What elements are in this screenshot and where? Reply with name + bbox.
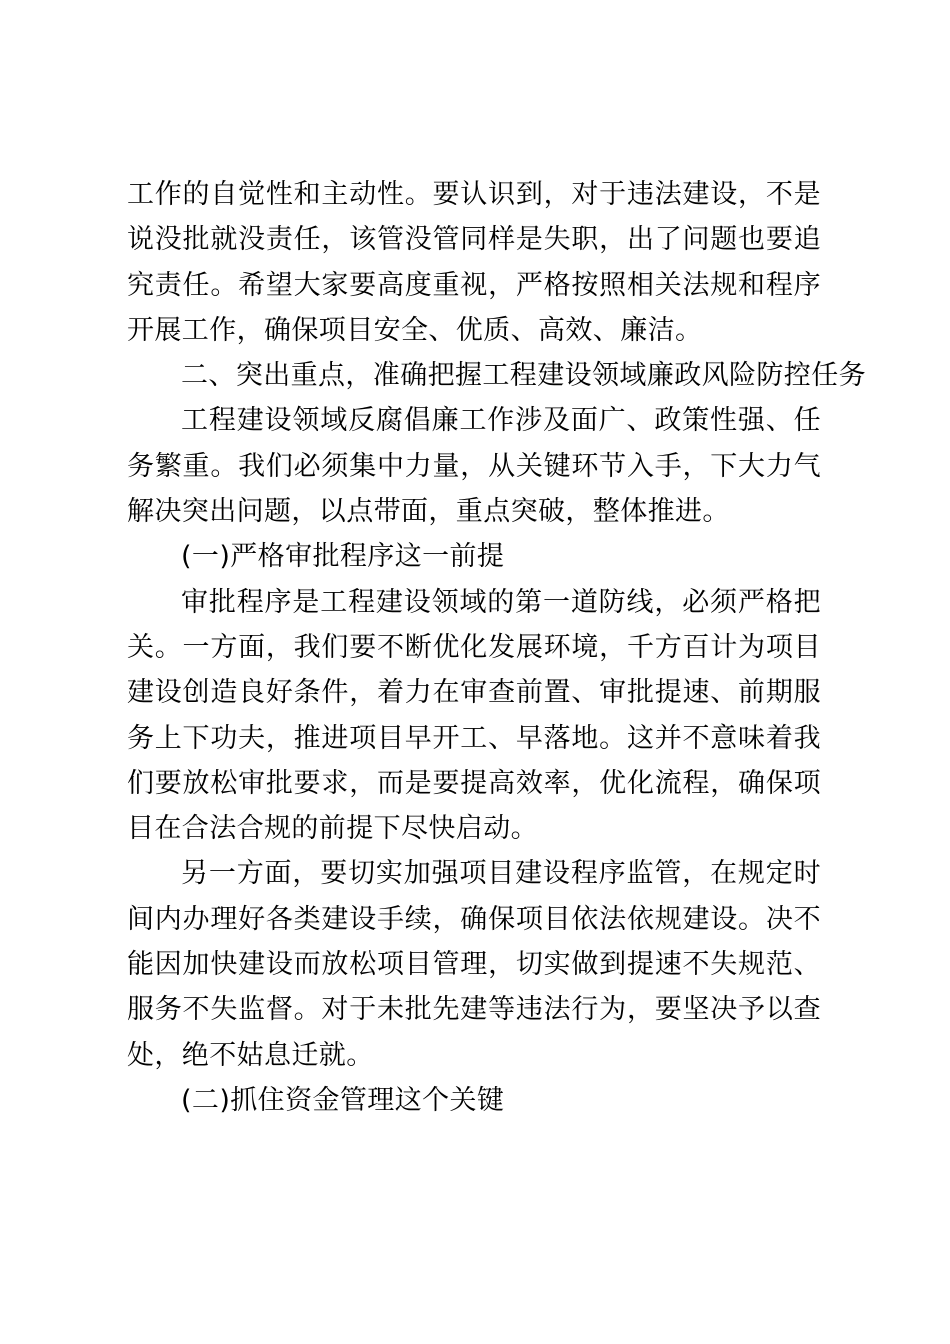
paragraph-approval: 审批程序是工程建设领域的第一道防线，必须严格把关。一方面，我们要不断优化发展环境，千方百计为项目建设创造良好条件，着力在审查前置、审批提速、前期服务上下功夫，推进项目早开工、早落地。这并不意味着我们要放松审批要求，而是要提高效率，优化流程，确保项目在合法合规的前提下尽快启动。 [127,586,821,845]
paragraph-intro: 工程建设领域反腐倡廉工作涉及面广、政策性强、任务繁重。我们必须集中力量，从关键环节入手，下大力气解决突出问题，以点带面，重点突破，整体推进。 [127,405,821,528]
paragraph-continuation: 工作的自觉性和主动性。要认识到，对于违法建设，不是说没批就没责任，该管没管同样是失职，出了问题也要追究责任。希望大家要高度重视，严格按照相关法规和程序开展工作，确保项目安全、优质、高效、廉洁。 [127,179,821,346]
paragraph-supervision: 另一方面，要切实加强项目建设程序监管，在规定时间内办理好各类建设手续，确保项目依法依规建设。决不能因加快建设而放松项目管理，切实做到提速不失规范、服务不失监督。对于未批先建等违法行为，要坚决予以查处，绝不姑息迁就。 [127,858,821,1071]
section-heading-two: 二、突出重点，准确把握工程建设领域廉政风险防控任务 [181,360,866,392]
document-body [127,172,866,1123]
subheading-two: (二)抓住资金管理这个关键 [181,1084,505,1116]
subheading-one: (一)严格审批程序这一前提 [181,541,505,573]
